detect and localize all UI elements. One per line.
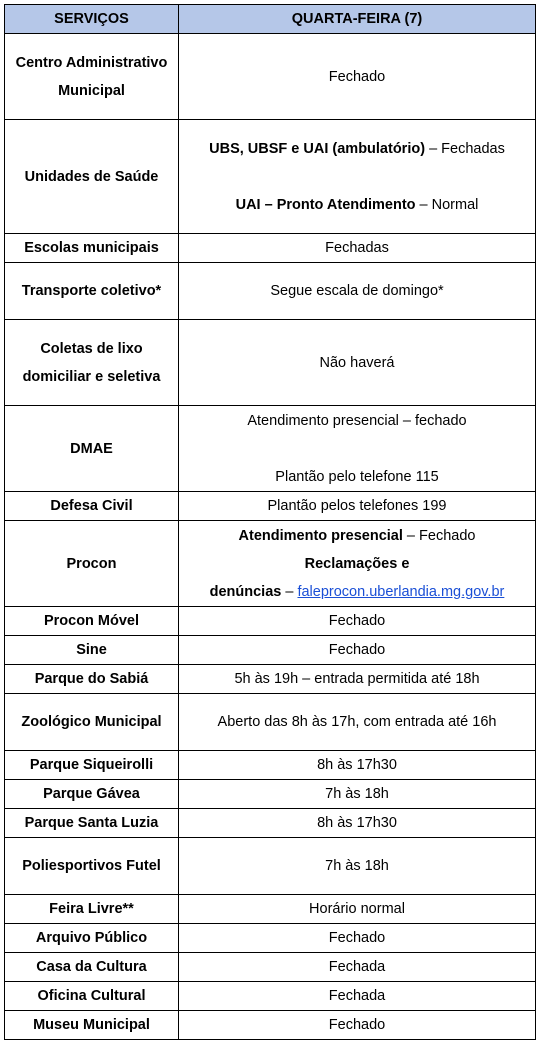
table-row bbox=[5, 838, 536, 895]
service-name: Poliesportivos Futel bbox=[5, 838, 179, 895]
table-row bbox=[5, 320, 536, 406]
status-text: Atendimento presencial – fechado bbox=[247, 412, 467, 429]
service-name: Museu Municipal bbox=[5, 1011, 179, 1040]
service-name: Parque do Sabiá bbox=[5, 665, 179, 694]
status-bold: Reclamações e bbox=[304, 555, 410, 572]
table-header-row bbox=[5, 5, 536, 34]
table-row bbox=[5, 751, 536, 780]
service-name: Defesa Civil bbox=[5, 492, 179, 521]
service-status: Fechado bbox=[179, 607, 536, 636]
table-row bbox=[5, 263, 536, 320]
table-row bbox=[5, 120, 536, 234]
status-text: Plantão pelo telefone 115 bbox=[275, 468, 439, 485]
service-name: Procon bbox=[5, 521, 179, 607]
service-status: Fechadas bbox=[179, 234, 536, 263]
service-name: Unidades de Saúde bbox=[5, 120, 179, 234]
table-row bbox=[5, 780, 536, 809]
service-name: Casa da Cultura bbox=[5, 953, 179, 982]
service-status: 5h às 19h – entrada permitida até 18h bbox=[179, 665, 536, 694]
service-status: Fechado bbox=[179, 636, 536, 665]
service-name: Parque Siqueirolli bbox=[5, 751, 179, 780]
status-text: – Fechadas bbox=[425, 140, 505, 157]
service-name: Parque Gávea bbox=[5, 780, 179, 809]
service-status: Aberto das 8h às 17h, com entrada até 16h bbox=[179, 694, 536, 751]
service-status: 8h às 17h30 bbox=[179, 751, 536, 780]
service-name: Escolas municipais bbox=[5, 234, 179, 263]
service-name: Sine bbox=[5, 636, 179, 665]
status-bold: Atendimento presencial bbox=[238, 527, 403, 544]
service-name: Transporte coletivo* bbox=[5, 263, 179, 320]
table-row bbox=[5, 636, 536, 665]
table-row bbox=[5, 809, 536, 838]
services-schedule-table bbox=[4, 4, 536, 1040]
table-row bbox=[5, 521, 536, 607]
table-row bbox=[5, 895, 536, 924]
service-name: Oficina Cultural bbox=[5, 982, 179, 1011]
status-bold: UAI – Pronto Atendimento bbox=[235, 196, 416, 213]
service-status bbox=[179, 406, 536, 492]
service-status: 8h às 17h30 bbox=[179, 809, 536, 838]
status-bold: denúncias bbox=[209, 583, 282, 600]
status-text: – Fechado bbox=[402, 527, 476, 544]
service-status: Fechada bbox=[179, 982, 536, 1011]
service-status: 7h às 18h bbox=[179, 838, 536, 895]
service-name: Arquivo Público bbox=[5, 924, 179, 953]
service-name: Coletas de lixo domiciliar e seletiva bbox=[5, 320, 179, 406]
service-status: Não haverá bbox=[179, 320, 536, 406]
table-row bbox=[5, 694, 536, 751]
service-status: Plantão pelos telefones 199 bbox=[179, 492, 536, 521]
table-row bbox=[5, 607, 536, 636]
service-name: DMAE bbox=[5, 406, 179, 492]
table-row bbox=[5, 406, 536, 492]
service-status bbox=[179, 521, 536, 607]
status-bold: UBS, UBSF e UAI (ambulatório) bbox=[209, 140, 426, 157]
table-row bbox=[5, 34, 536, 120]
service-name: Procon Móvel bbox=[5, 607, 179, 636]
table-row bbox=[5, 924, 536, 953]
table-row bbox=[5, 492, 536, 521]
status-text: – Normal bbox=[415, 196, 479, 213]
service-status bbox=[179, 120, 536, 234]
header-day: QUARTA-FEIRA (7) bbox=[179, 5, 536, 34]
header-services: SERVIÇOS bbox=[5, 5, 179, 34]
service-status: Segue escala de domingo* bbox=[179, 263, 536, 320]
service-status: Fechada bbox=[179, 953, 536, 982]
table-row bbox=[5, 234, 536, 263]
service-status: Fechado bbox=[179, 34, 536, 120]
service-name: Parque Santa Luzia bbox=[5, 809, 179, 838]
service-status: 7h às 18h bbox=[179, 780, 536, 809]
service-status: Fechado bbox=[179, 924, 536, 953]
table-row bbox=[5, 982, 536, 1011]
procon-website-link[interactable]: faleprocon.uberlandia.mg.gov.br bbox=[297, 583, 505, 600]
service-status: Horário normal bbox=[179, 895, 536, 924]
status-text: – bbox=[281, 583, 298, 600]
table-row bbox=[5, 1011, 536, 1040]
table-row bbox=[5, 665, 536, 694]
service-name: Zoológico Municipal bbox=[5, 694, 179, 751]
service-name: Centro Administrativo Municipal bbox=[5, 34, 179, 120]
service-name: Feira Livre** bbox=[5, 895, 179, 924]
service-status: Fechado bbox=[179, 1011, 536, 1040]
table-row bbox=[5, 953, 536, 982]
